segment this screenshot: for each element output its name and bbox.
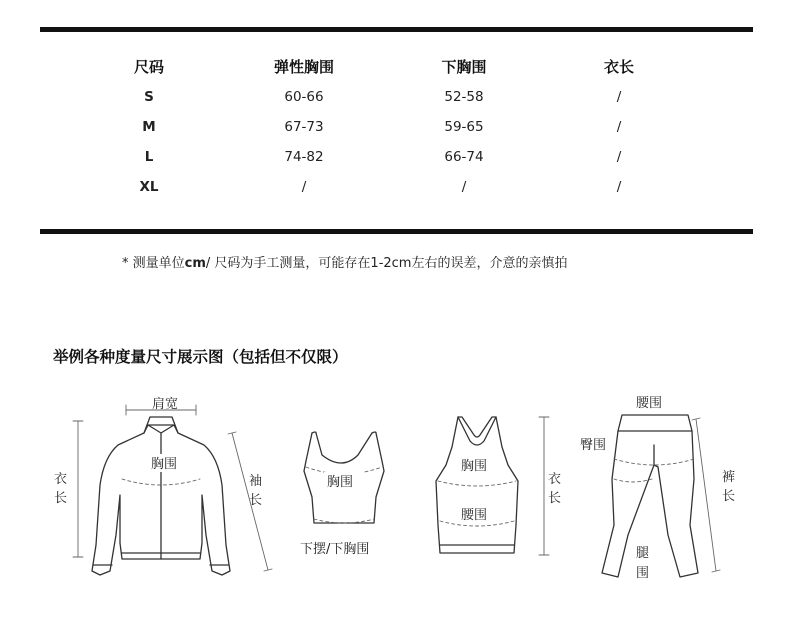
size-table — [60, 52, 710, 202]
label-sleeve-2: 长 — [249, 493, 263, 508]
underbust-cell: / — [461, 179, 467, 195]
label-jacket-chest: 胸围 — [151, 457, 178, 472]
label-sleeve-1: 袖 — [249, 474, 263, 489]
table-row — [60, 142, 710, 172]
underbust-cell: 52-58 — [444, 89, 484, 105]
note-suffix: / 尺码为手工测量，可能存在1-2cm左右的误差，介意的亲慎拍 — [205, 256, 568, 271]
elastic-chest-cell: 60-66 — [284, 89, 324, 105]
label-tank-waist: 腰围 — [461, 508, 488, 523]
header-elastic-chest: 弹性胸围 — [273, 58, 334, 76]
size-cell: L — [144, 149, 154, 165]
table-row — [60, 172, 710, 202]
note-unit: cm — [184, 256, 206, 271]
note-prefix: * 测量单位 — [122, 256, 185, 271]
label-thigh-1: 腿 — [636, 546, 650, 561]
label-pants-length-2: 长 — [722, 489, 736, 504]
header-underbust: 下胸围 — [441, 58, 487, 76]
label-jacket-length-1: 衣 — [54, 472, 68, 487]
label-bra-chest: 胸围 — [327, 475, 354, 490]
underbust-cell: 66-74 — [444, 149, 484, 165]
pants-illustration — [602, 415, 698, 577]
underbust-cell: 59-65 — [444, 119, 484, 135]
measurement-note — [122, 252, 567, 271]
label-thigh-2: 围 — [636, 566, 650, 581]
label-pants-length-1: 裤 — [722, 470, 736, 485]
measurement-figures — [0, 385, 790, 633]
bottom-rule — [40, 229, 753, 234]
tank-illustration — [436, 417, 518, 553]
length-cell: / — [616, 89, 622, 105]
length-cell: / — [616, 119, 622, 135]
jacket-illustration — [92, 417, 230, 575]
label-bra-hem: 下摆/下胸围 — [300, 542, 370, 557]
elastic-chest-cell: / — [301, 179, 307, 195]
elastic-chest-cell: 67-73 — [284, 119, 324, 135]
label-pants-waist: 腰围 — [636, 396, 663, 411]
header-length: 衣长 — [603, 58, 634, 76]
label-tank-length-1: 衣 — [548, 472, 562, 487]
header-size: 尺码 — [133, 58, 164, 76]
length-cell: / — [616, 149, 622, 165]
table-row — [60, 82, 710, 112]
top-rule — [40, 27, 753, 32]
elastic-chest-cell: 74-82 — [284, 149, 324, 165]
size-cell: S — [144, 89, 154, 105]
table-header-row — [60, 52, 710, 82]
label-tank-chest: 胸围 — [461, 459, 488, 474]
label-shoulder: 肩宽 — [152, 397, 179, 412]
length-cell: / — [616, 179, 622, 195]
size-cell: M — [142, 119, 156, 135]
label-hip: 臀围 — [580, 438, 607, 453]
table-row — [60, 112, 710, 142]
label-jacket-length-2: 长 — [54, 491, 68, 506]
section-title: 举例各种度量尺寸展示图（包括但不仅限） — [53, 348, 348, 366]
pants-measure-line — [692, 418, 720, 572]
jacket-measure-lines — [73, 405, 272, 571]
label-tank-length-2: 长 — [548, 491, 562, 506]
size-cell: XL — [139, 179, 159, 195]
